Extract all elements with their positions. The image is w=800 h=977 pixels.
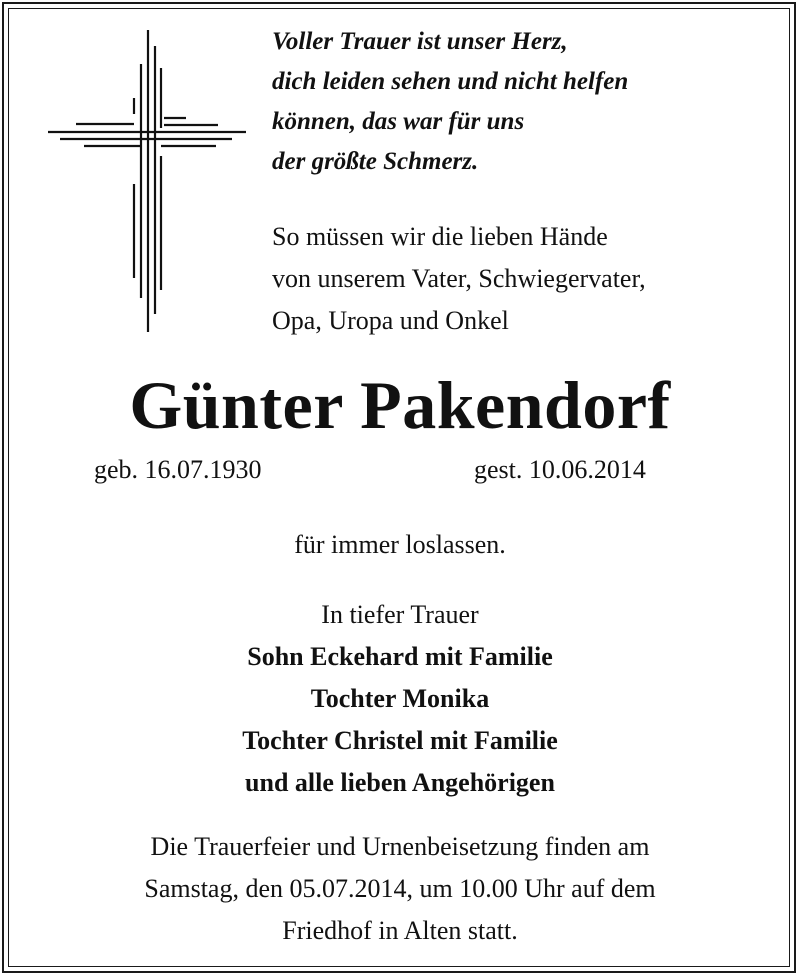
mourner-entry: Tochter Christel mit Familie (242, 726, 558, 755)
poem-line: dich leiden sehen und nicht helfen (272, 68, 629, 95)
intro-text (272, 216, 782, 342)
funeral-notice (0, 826, 800, 952)
release-line: für immer loslassen. (294, 530, 506, 559)
funeral-line: Samstag, den 05.07.2014, um 10.00 Uhr auf dem (144, 874, 656, 903)
poem-line: können, das war für uns (272, 108, 525, 135)
mourners-block (0, 594, 800, 804)
mourner-entry: und alle lieben Angehörigen (245, 768, 555, 797)
mourner-entry: Tochter Monika (310, 684, 490, 713)
deceased-name: Günter Pakendorf (129, 367, 671, 443)
funeral-line: Die Trauerfeier und Urnenbeisetzung finden am (150, 832, 650, 861)
poem-line: Voller Trauer ist unser Herz, (272, 28, 568, 55)
poem (272, 22, 782, 182)
mourning-heading: In tiefer Trauer (321, 600, 479, 629)
cross-icon (46, 28, 248, 334)
intro-line: So müssen wir die lieben Hände (272, 222, 608, 251)
birth-date: geb. 16.07.1930 (94, 455, 262, 484)
poem-line: der größte Schmerz. (272, 148, 479, 175)
intro-line: Opa, Uropa und Onkel (272, 306, 509, 335)
death-date: gest. 10.06.2014 (474, 455, 646, 484)
mourner-entry: Sohn Eckehard mit Familie (247, 642, 553, 671)
funeral-line: Friedhof in Alten statt. (282, 916, 518, 945)
intro-line: von unserem Vater, Schwiegervater, (272, 264, 646, 293)
